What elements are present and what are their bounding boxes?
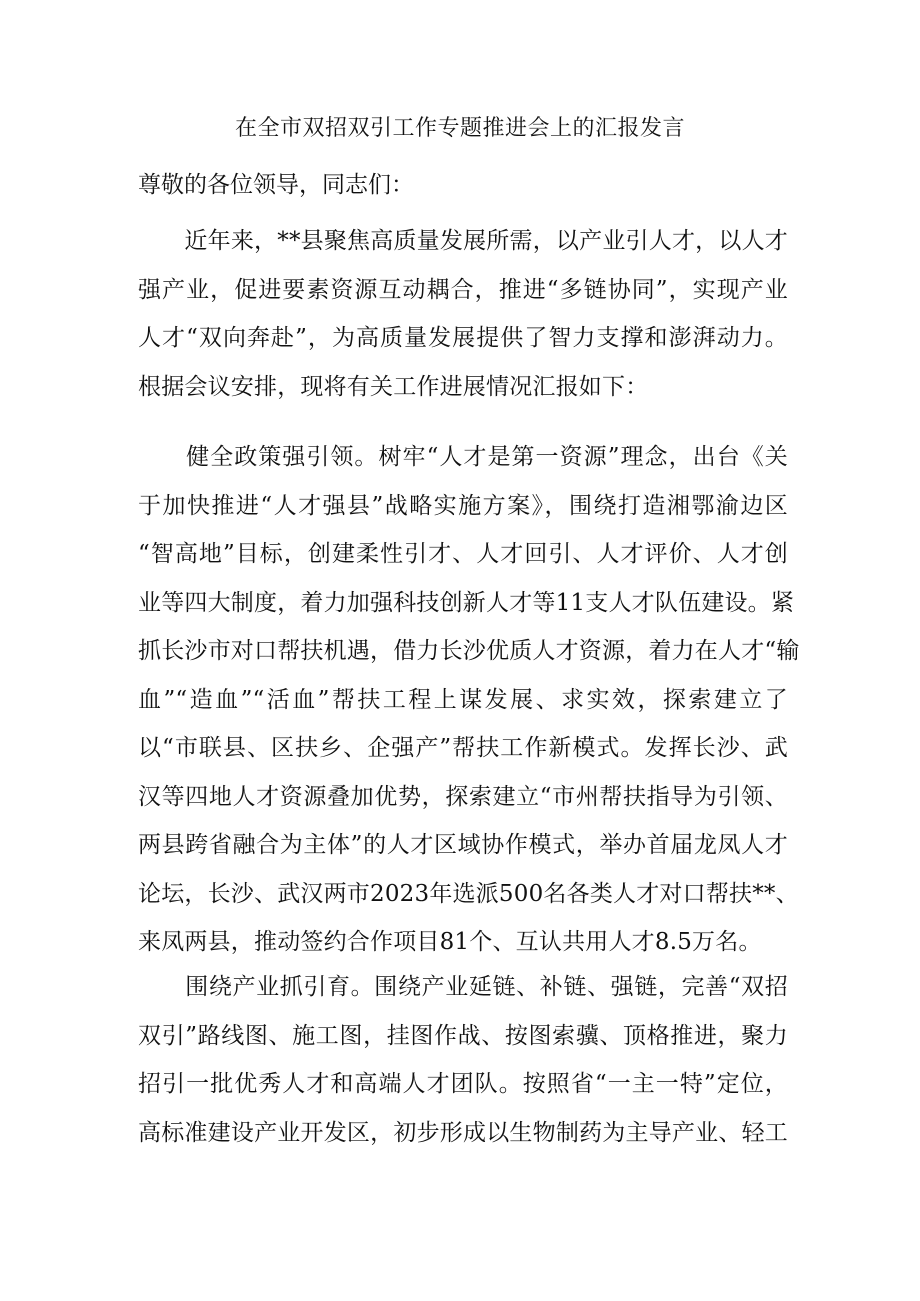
paragraph-line: 人才“双向奔赴”，为高质量发展提供了智力支撑和澎湃动力。 — [138, 325, 788, 351]
paragraph-line: 论坛，长沙、武汉两市2023年选派500名各类人才对口帮扶**、 — [138, 880, 799, 907]
paragraph-policy — [138, 433, 800, 967]
paragraph-industry — [138, 963, 788, 1157]
paragraph-line: 以“市联县、区扶乡、企强产”帮扶工作新模式。发挥长沙、武 — [138, 735, 788, 761]
paragraph-line: 两县跨省融合为主体”的人才区域协作模式，举办首届龙凤人才 — [138, 832, 788, 858]
paragraph-line: 近年来，**县聚焦高质量发展所需，以产业引人才，以人才 — [138, 228, 788, 254]
paragraph-line: 业等四大制度，着力加强科技创新人才等11支人才队伍建设。紧 — [138, 589, 795, 616]
paragraph-line: 抓长沙市对口帮扶机遇，借力长沙优质人才资源，着力在人才“输 — [138, 638, 800, 664]
salutation: 尊敬的各位领导，同志们： — [138, 172, 414, 198]
paragraph-line: 来凤两县，推动签约合作项目81个、互认共用人才8.5万名。 — [138, 929, 762, 955]
paragraph-line: 于加快推进“人才强县”战略实施方案》，围绕打造湘鄂渝边区 — [138, 492, 788, 519]
paragraph-intro — [138, 217, 788, 411]
paragraph-line: 双引”路线图、施工图，挂图作战、按图索骥、顶格推进，聚力 — [138, 1022, 788, 1049]
paragraph-line: 招引一批优秀人才和高端人才团队。按照省“一主一特”定位， — [138, 1071, 788, 1097]
paragraph-line: 血”“造血”“活血”帮扶工程上谋发展、求实效，探索建立了 — [138, 686, 788, 713]
paragraph-line: 围绕产业抓引育。围绕产业延链、补链、强链，完善“双招 — [138, 974, 788, 1000]
paragraph-line: 强产业，促进要素资源互动耦合，推进“多链协同”，实现产业 — [138, 276, 788, 303]
document-title: 在全市双招双引工作专题推进会上的汇报发言 — [234, 116, 685, 141]
paragraph-line: 汉等四地人才资源叠加优势，探索建立“市州帮扶指导为引领、 — [138, 783, 788, 810]
paragraph-line: 健全政策强引领。树牢“人才是第一资源”理念，出台《关 — [138, 444, 788, 470]
paragraph-line: 根据会议安排，现将有关工作进展情况汇报如下： — [138, 373, 649, 400]
paragraph-line: 高标准建设产业开发区，初步形成以生物制药为主导产业、轻工 — [138, 1119, 788, 1146]
paragraph-line: “智高地”目标，创建柔性引才、人才回引、人才评价、人才创 — [138, 541, 788, 567]
